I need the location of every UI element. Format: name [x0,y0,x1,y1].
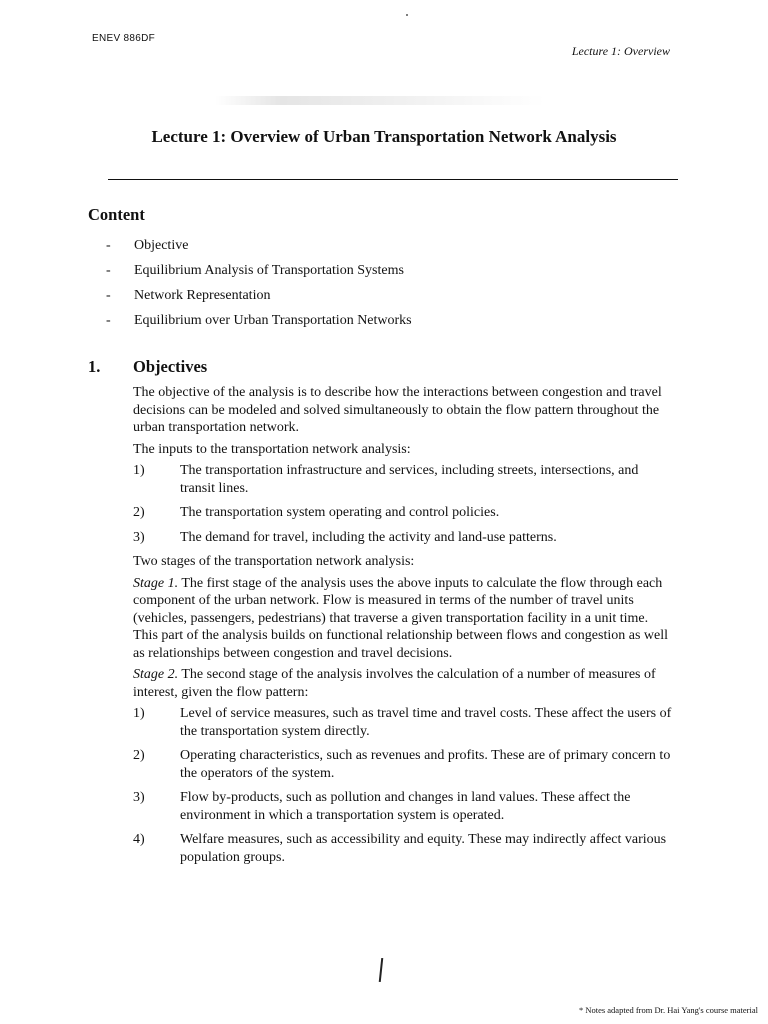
item-number: 2) [133,505,145,520]
stage2-text: The second stage of the analysis involves the calculation of a number of measures of interest, given the flow pattern: [133,667,656,700]
item-text: The transportation system operating and control policies. [180,505,500,520]
list-dash: - [106,237,111,253]
content-item [106,233,412,258]
inputs-intro: The inputs to the transportation network analysis: [133,441,411,457]
item-text: The transportation infrastructure and services, including streets, intersections, and transit lines. [180,463,639,496]
item-text: Operating characteristics, such as revenues and profits. These are of primary concern to the operators of the system. [180,748,671,781]
list-dash: - [106,262,111,278]
item-text: The demand for travel, including the activity and land-use patterns. [180,529,557,545]
running-head: Lecture 1: Overview [571,44,670,58]
pen-mark [379,958,383,982]
item-number: 1) [133,706,145,721]
section-body [133,384,673,873]
item-number: 4) [133,832,145,847]
section-heading: Objectives [133,357,208,376]
content-item [106,308,412,333]
objective-paragraph: The objective of the analysis is to describe how the interactions between congestion and travel decisions can be modeled and solved simultaneously to obtain the flow pattern throughout the urban transportation network. [133,385,662,435]
scan-smudge [215,96,545,105]
stage1-label: Stage 1. [133,575,179,591]
content-item-label: Objective [134,237,189,253]
item-number: 3) [133,790,145,805]
content-item [106,283,412,308]
list-item [133,462,673,497]
item-number: 3) [133,529,145,545]
list-item [133,747,673,782]
item-text: Welfare measures, such as accessibility and equity. These may indirectly affect various population groups. [180,832,667,865]
content-item-label: Network Representation [134,287,271,303]
item-text: Flow by-products, such as pollution and changes in land values. These affect the environment in which a transportation system is operated. [180,790,631,823]
list-item [133,504,673,522]
scan-dot [406,14,408,16]
footnote: * Notes adapted from Dr. Hai Yang's course material [578,1005,758,1015]
content-item-label: Equilibrium over Urban Transportation Networks [134,312,412,328]
content-item [106,258,412,283]
stage2-label: Stage 2. [133,667,179,682]
list-item [133,705,673,740]
content-item-label: Equilibrium Analysis of Transportation Systems [134,262,404,278]
stage2-paragraph [133,666,673,701]
stage1-text: The first stage of the analysis uses the above inputs to calculate the flow through each component of the urban network. Flow is measured in terms of the number of travel units (vehicles, passengers, pedestrians) that traverse a given transportation facility in a unit time. This part of the analysis builds on functional relationship between flows and congestion as well as relationships between congestion and travel decisions. [133,575,668,661]
item-text: Level of service measures, such as travel time and travel costs. These affect the users of the transportation system directly. [180,706,672,739]
stage1-paragraph [133,575,673,663]
list-item [133,789,673,824]
page-title: Lecture 1: Overview of Urban Transportation Network Analysis [151,127,617,146]
stages-intro: Two stages of the transportation network analysis: [133,554,415,569]
course-code: ENEV 886DF [92,33,156,44]
item-number: 2) [133,748,145,763]
list-dash: - [106,287,111,303]
list-dash: - [106,312,111,328]
title-rule [108,179,678,180]
list-item [133,529,673,547]
list-item [133,831,673,866]
section-number: 1. [88,357,101,376]
content-list [106,233,412,333]
item-number: 1) [133,463,145,478]
content-heading: Content [88,205,145,224]
